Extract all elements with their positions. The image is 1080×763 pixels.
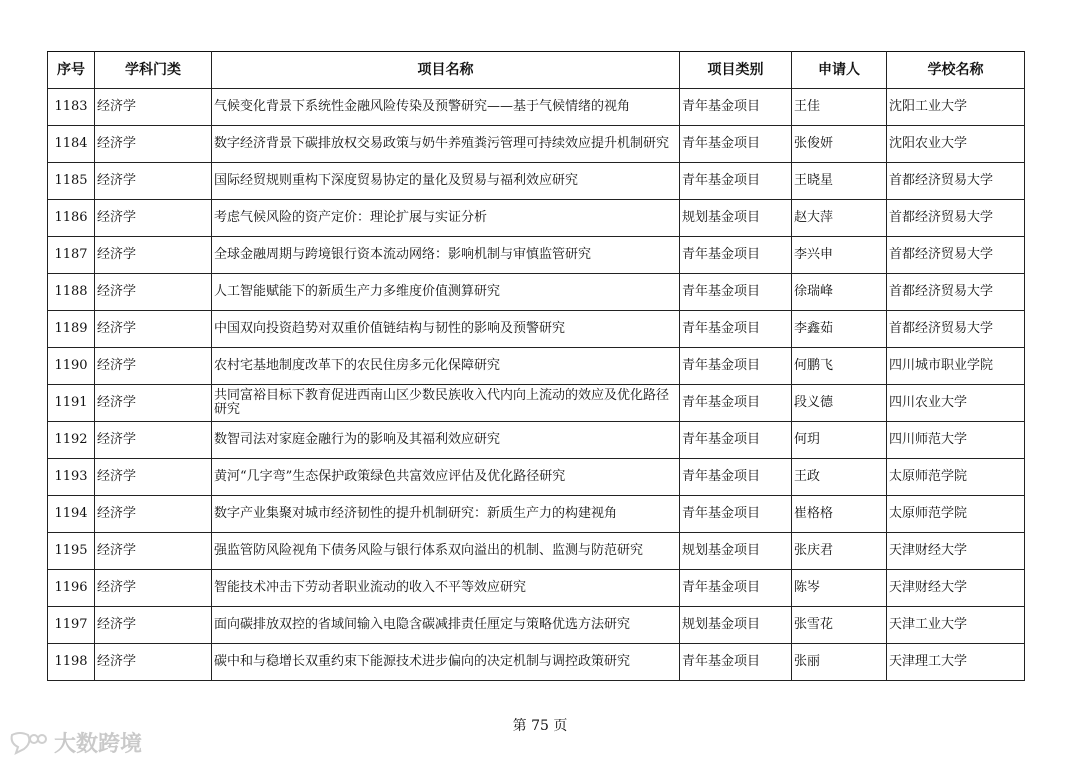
cell-category: 青年基金项目 [680,570,792,607]
table-row [48,89,1025,126]
cell-title: 面向碳排放双控的省域间输入电隐含碳减排责任厘定与策略优选方法研究 [212,607,680,644]
cell-field: 经济学 [95,163,212,200]
cell-school: 四川师范大学 [887,422,1025,459]
cell-category: 青年基金项目 [680,237,792,274]
cell-school: 首都经济贸易大学 [887,200,1025,237]
cell-title: 国际经贸规则重构下深度贸易协定的量化及贸易与福利效应研究 [212,163,680,200]
cell-category: 青年基金项目 [680,422,792,459]
header-applicant: 申请人 [792,52,887,89]
cell-applicant: 李鑫茹 [792,311,887,348]
cell-no: 1193 [48,459,95,496]
table-row [48,459,1025,496]
cell-field: 经济学 [95,89,212,126]
cell-title: 数智司法对家庭金融行为的影响及其福利效应研究 [212,422,680,459]
cell-school: 四川农业大学 [887,385,1025,422]
cell-applicant: 张雪花 [792,607,887,644]
cell-no: 1189 [48,311,95,348]
cell-category: 青年基金项目 [680,274,792,311]
cell-applicant: 徐瑞峰 [792,274,887,311]
cell-title: 碳中和与稳增长双重约束下能源技术进步偏向的决定机制与调控政策研究 [212,644,680,681]
cell-title: 智能技术冲击下劳动者职业流动的收入不平等效应研究 [212,570,680,607]
cell-school: 天津财经大学 [887,570,1025,607]
cell-field: 经济学 [95,274,212,311]
cell-applicant: 段义德 [792,385,887,422]
cell-applicant: 张丽 [792,644,887,681]
cell-no: 1191 [48,385,95,422]
table-row [48,496,1025,533]
cell-field: 经济学 [95,496,212,533]
page-number: 第 75 页 [512,718,568,734]
cell-no: 1192 [48,422,95,459]
cell-applicant: 何鹏飞 [792,348,887,385]
cell-school: 沈阳工业大学 [887,89,1025,126]
cell-field: 经济学 [95,533,212,570]
cell-school: 天津财经大学 [887,533,1025,570]
cell-no: 1184 [48,126,95,163]
cell-applicant: 何玥 [792,422,887,459]
cell-title: 中国双向投资趋势对双重价值链结构与韧性的影响及预警研究 [212,311,680,348]
cell-school: 首都经济贸易大学 [887,237,1025,274]
cell-category: 规划基金项目 [680,607,792,644]
cell-applicant: 王政 [792,459,887,496]
cell-field: 经济学 [95,644,212,681]
cell-applicant: 李兴申 [792,237,887,274]
cell-title: 强监管防风险视角下债务风险与银行体系双向溢出的机制、监测与防范研究 [212,533,680,570]
cell-no: 1194 [48,496,95,533]
cell-category: 青年基金项目 [680,311,792,348]
table-row [48,274,1025,311]
cell-category: 青年基金项目 [680,89,792,126]
cell-school: 天津理工大学 [887,644,1025,681]
cell-title: 黄河“几字弯”生态保护政策绿色共富效应评估及优化路径研究 [212,459,680,496]
cell-applicant: 王佳 [792,89,887,126]
table-row [48,385,1025,422]
cell-title: 数字经济背景下碳排放权交易政策与奶牛养殖粪污管理可持续效应提升机制研究 [212,126,680,163]
cell-school: 太原师范学院 [887,459,1025,496]
cell-title: 气候变化背景下系统性金融风险传染及预警研究——基于气候情绪的视角 [212,89,680,126]
cell-no: 1186 [48,200,95,237]
cell-field: 经济学 [95,311,212,348]
table-row [48,570,1025,607]
cell-title: 全球金融周期与跨境银行资本流动网络：影响机制与审慎监管研究 [212,237,680,274]
cell-title: 考虑气候风险的资产定价：理论扩展与实证分析 [212,200,680,237]
cell-category: 青年基金项目 [680,459,792,496]
cell-field: 经济学 [95,200,212,237]
cell-no: 1196 [48,570,95,607]
cell-field: 经济学 [95,570,212,607]
cell-field: 经济学 [95,607,212,644]
cell-category: 青年基金项目 [680,496,792,533]
cell-category: 青年基金项目 [680,348,792,385]
cell-title: 共同富裕目标下教育促进西南山区少数民族收入代内向上流动的效应及优化路径研究 [212,385,680,422]
cell-no: 1183 [48,89,95,126]
table-row [48,644,1025,681]
header-field: 学科门类 [95,52,212,89]
table-row [48,533,1025,570]
cell-applicant: 张俊妍 [792,126,887,163]
cell-field: 经济学 [95,126,212,163]
table-row [48,607,1025,644]
cell-field: 经济学 [95,422,212,459]
cell-no: 1197 [48,607,95,644]
header-category: 项目类别 [680,52,792,89]
project-table [47,51,1025,681]
cell-applicant: 赵大萍 [792,200,887,237]
cell-no: 1188 [48,274,95,311]
table-row [48,200,1025,237]
table-row [48,126,1025,163]
cell-school: 首都经济贸易大学 [887,311,1025,348]
cell-field: 经济学 [95,237,212,274]
cell-category: 青年基金项目 [680,644,792,681]
header-title: 项目名称 [212,52,680,89]
cell-field: 经济学 [95,348,212,385]
header-school: 学校名称 [887,52,1025,89]
table-row [48,311,1025,348]
cell-applicant: 陈岑 [792,570,887,607]
cell-school: 天津工业大学 [887,607,1025,644]
cell-category: 青年基金项目 [680,163,792,200]
cell-no: 1190 [48,348,95,385]
cell-title: 数字产业集聚对城市经济韧性的提升机制研究：新质生产力的构建视角 [212,496,680,533]
cell-no: 1187 [48,237,95,274]
watermark-text: 大数跨境 [54,732,143,757]
watermark [8,727,142,758]
cell-category: 规划基金项目 [680,200,792,237]
cell-no: 1195 [48,533,95,570]
header-no: 序号 [48,52,95,89]
cell-no: 1185 [48,163,95,200]
cell-no: 1198 [48,644,95,681]
cell-category: 青年基金项目 [680,385,792,422]
table-row [48,348,1025,385]
cell-applicant: 崔格格 [792,496,887,533]
cell-school: 四川城市职业学院 [887,348,1025,385]
cell-school: 太原师范学院 [887,496,1025,533]
cell-applicant: 王晓星 [792,163,887,200]
cell-school: 首都经济贸易大学 [887,274,1025,311]
cell-applicant: 张庆君 [792,533,887,570]
chat-bubble-logo-icon [8,731,48,755]
table-row [48,237,1025,274]
cell-title: 人工智能赋能下的新质生产力多维度价值测算研究 [212,274,680,311]
table-row [48,163,1025,200]
cell-category: 青年基金项目 [680,126,792,163]
cell-field: 经济学 [95,459,212,496]
cell-school: 首都经济贸易大学 [887,163,1025,200]
cell-field: 经济学 [95,385,212,422]
cell-school: 沈阳农业大学 [887,126,1025,163]
table-header-row [48,52,1025,89]
cell-category: 规划基金项目 [680,533,792,570]
cell-title: 农村宅基地制度改革下的农民住房多元化保障研究 [212,348,680,385]
table-row [48,422,1025,459]
